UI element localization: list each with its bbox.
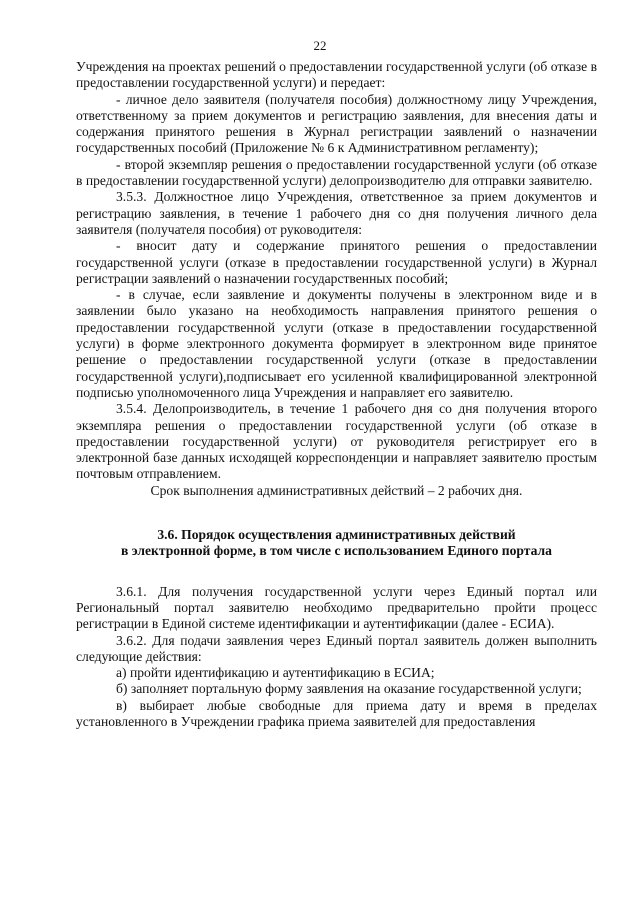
paragraph: - личное дело заявителя (получателя пособия) должностному лицу Учреждения, ответственному за прием документов и регистрацию заявления, для внесения даты и содержания принятого решения в Журнал регистрации заявлений о назначении государственных пособий (Приложение № 6 к Административном регламенту); <box>76 91 597 156</box>
paragraph: 3.5.4. Делопроизводитель, в течение 1 рабочего дня со дня получения второго экземпляра решения о предоставлении государственной услуги (об отказе в предоставлении государственной услуги) от руководителя регистрирует его в электронной базе данных исходящей корреспонденции и направляет заявителю простым почтовым отправлением. <box>76 401 597 482</box>
paragraph: - в случае, если заявление и документы получены в электронном виде и в заявлении было указано на необходимость направления принятого решения о предоставлении государственной услуги (отказе в предоставлении государственной услуги) в форме электронного документа формирует в электронном виде принятое решение о предоставлении государственной услуги (отказе в предоставлении государственной услуги),подписывает его усиленной квалифицированной электронной подписью уполномоченного лица Учреждения и направляет его заявителю. <box>76 287 597 400</box>
paragraph: 3.5.3. Должностное лицо Учреждения, ответственное за прием документов и регистрацию заявления, в течение 1 рабочего дня со дня получения личного дела заявителя (получателя пособия) от руководителя: <box>76 189 597 237</box>
paragraph: в) выбирает любые свободные для приема дату и время в пределах установленного в Учреждении графика приема заявителей для предоставления <box>76 697 597 729</box>
paragraph: 3.6.2. Для подачи заявления через Единый портал заявитель должен выполнить следующие действия: <box>76 632 597 664</box>
page-number: 22 <box>313 38 327 53</box>
paragraph: а) пройти идентификацию и аутентификацию в ЕСИА; <box>116 665 435 681</box>
document-body <box>76 59 597 730</box>
section-heading: 3.6. Порядок осуществления административных действий <box>157 527 516 543</box>
paragraph: 3.6.1. Для получения государственной услуги через Единый портал или Региональный портал заявителю необходимо предварительно пройти процесс регистрации в Единой системе идентификации и аутентификации (далее - ЕСИА). <box>76 583 597 632</box>
section-heading: в электронной форме, в том числе с использованием Единого портала <box>121 543 552 559</box>
paragraph: б) заполняет портальную форму заявления на оказание государственной услуги; <box>116 681 582 697</box>
paragraph: Учреждения на проектах решений о предоставлении государственной услуги (об отказе в предоставлении государственной услуги) и передает: <box>76 59 597 91</box>
paragraph: - второй экземпляр решения о предоставлении государственной услуги (об отказе в предоставлении государственной услуги) делопроизводителю для отправки заявителю. <box>76 156 597 189</box>
paragraph: Срок выполнения административных действий – 2 рабочих дня. <box>150 482 523 498</box>
paragraph: - вносит дату и содержание принятого решения о предоставлении государственной услуги (отказе в предоставлении государственной услуги) в Журнал регистрации заявлений о назначении государственных пособий; <box>76 238 597 286</box>
